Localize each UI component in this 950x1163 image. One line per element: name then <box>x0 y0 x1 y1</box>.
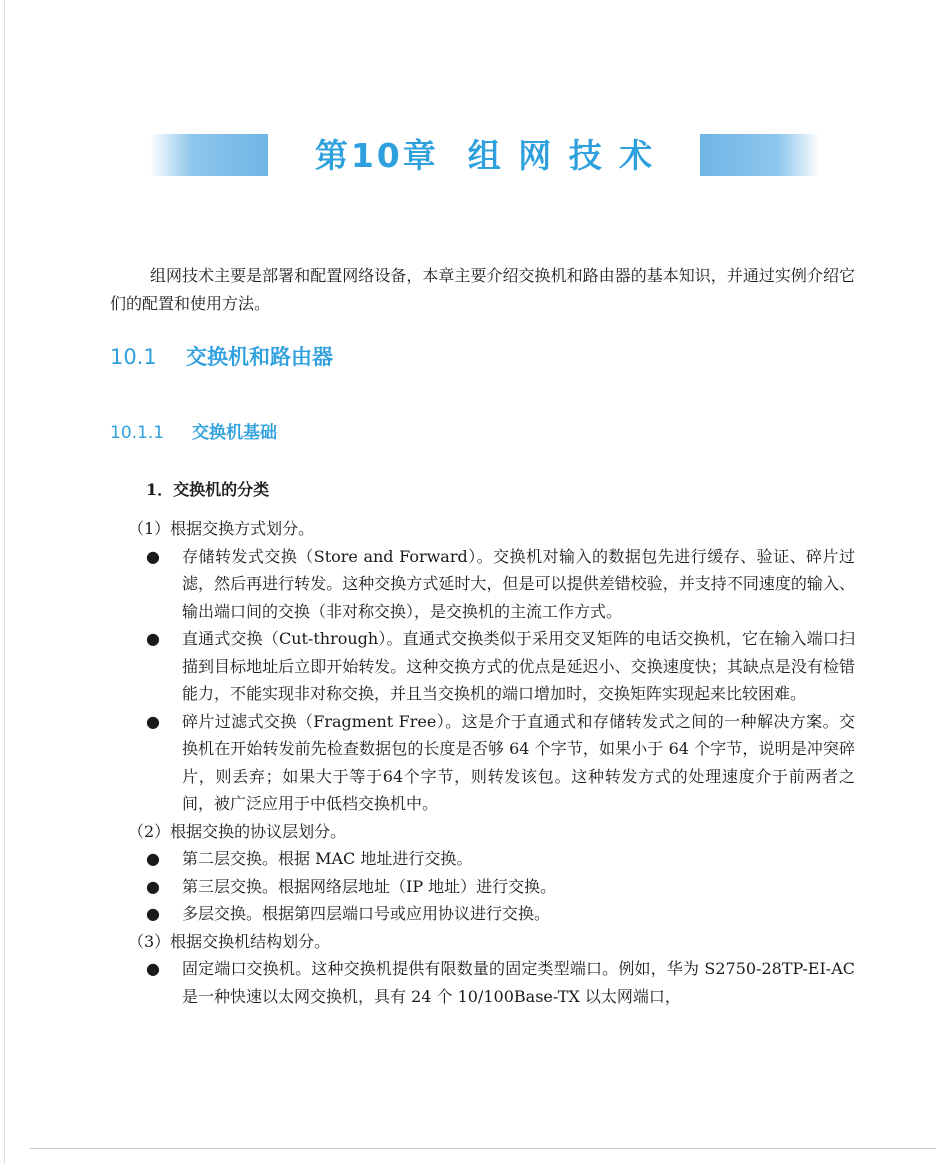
list-item <box>110 955 855 1010</box>
list-item <box>110 543 855 626</box>
page-bottom-rule <box>30 1148 936 1149</box>
list-item <box>110 625 855 708</box>
bullet-icon: ● <box>146 629 160 648</box>
bullet-icon: ● <box>146 876 160 896</box>
chapter-banner-right <box>700 134 820 176</box>
topic-heading: 1．交换机的分类 <box>146 480 270 499</box>
subsection-heading <box>110 418 277 443</box>
section-heading <box>110 341 333 371</box>
bullet-icon: ● <box>146 959 160 978</box>
category-heading-3: （3）根据交换机结构划分。 <box>128 931 331 951</box>
list-item-text: 第二层交换。根据 MAC 地址进行交换。 <box>182 849 473 868</box>
list-item-text: 直通式交换（Cut-through）。直通式交换类似于采用交叉矩阵的电话交换机，它在输入端口扫描到目标地址后立即开始转发。这种交换方式的优点是延迟小、交换速度快；其缺点是没有检错能力，不能实现非对称交换，并且当交换机的端口增加时，交换矩阵实现起来比较困难。 <box>182 629 855 703</box>
intro-paragraph: 组网技术主要是部署和配置网络设备，本章主要介绍交换机和路由器的基本知识，并通过实例介绍它们的配置和使用方法。 <box>110 266 855 313</box>
section-number: 10.1 <box>110 345 157 369</box>
subsection-title: 交换机基础 <box>192 423 277 443</box>
list-item-text: 存储转发式交换（Store and Forward）。交换机对输入的数据包先进行缓存、验证、碎片过滤，然后再进行转发。这种交换方式延时大，但是可以提供差错校验，并支持不同速度的输入、输出端口间的交换（非对称交换），是交换机的主流工作方式。 <box>182 546 855 621</box>
bullet-icon: ● <box>146 711 160 731</box>
list-item-text: 多层交换。根据第四层端口号或应用协议进行交换。 <box>182 904 551 923</box>
subsection-number: 10.1.1 <box>110 423 165 443</box>
list-item <box>110 900 855 928</box>
bullet-icon: ● <box>146 849 160 868</box>
list-item-text: 固定端口交换机。这种交换机提供有限数量的固定类型端口。例如，华为 S2750-28TP-EI-AC 是一种快速以太网交换机，具有 24 个 10/100Base-TX 以太网端口， <box>182 959 855 1006</box>
list-item-text: 碎片过滤式交换（Fragment Free）。这是介于直通式和存储转发式之间的一种解决方案。交换机在开始转发前先检查数据包的长度是否够 64 个字节，如果小于 64 个字节，说明是冲突碎片，则丢弃；如果大于等于64个字节，则转发该包。这种转发方式的处理速度介于前两者之间，被广泛应用于中低档交换机中。 <box>182 711 855 813</box>
chapter-title: 第10章 组 网 技 术 <box>314 136 656 175</box>
category-heading-2: （2）根据交换的协议层划分。 <box>128 821 347 841</box>
body-content <box>110 515 855 1010</box>
list-item-text: 第三层交换。根据网络层地址（IP 地址）进行交换。 <box>182 876 557 896</box>
section-title: 交换机和路由器 <box>186 345 333 369</box>
list-item <box>110 873 855 901</box>
chapter-banner-left <box>150 134 268 176</box>
page-left-edge <box>4 0 5 1163</box>
bullet-icon: ● <box>146 904 160 923</box>
list-item <box>110 708 855 818</box>
list-item <box>110 845 855 873</box>
bullet-icon: ● <box>146 546 160 566</box>
category-heading-1: （1）根据交换方式划分。 <box>128 519 315 538</box>
